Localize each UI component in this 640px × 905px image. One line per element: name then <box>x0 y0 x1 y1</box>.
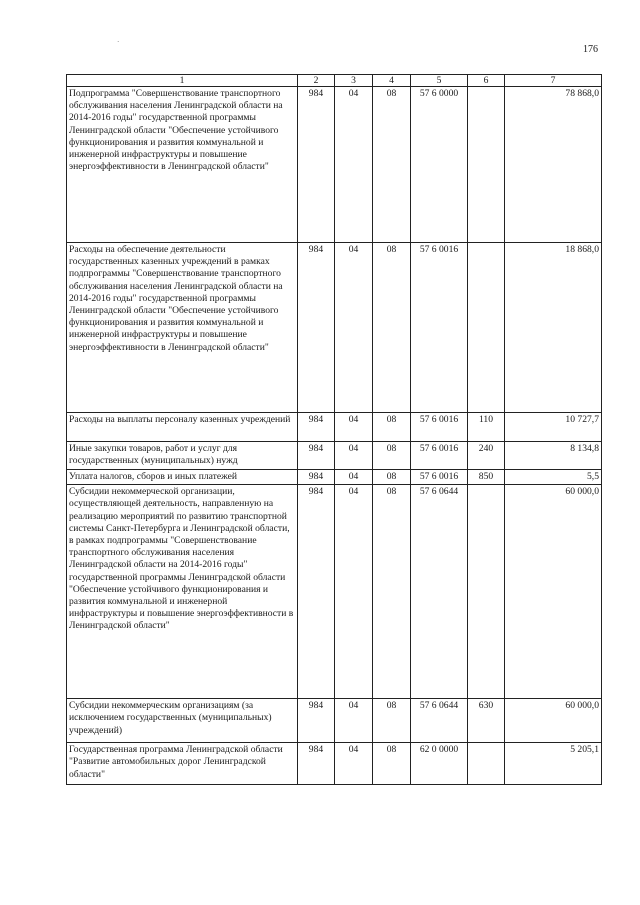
cell-amount: 78 868,0 <box>505 87 602 243</box>
cell-section: 04 <box>335 470 373 485</box>
scan-mark: · <box>117 38 120 46</box>
cell-section: 04 <box>335 485 373 699</box>
col-header: 5 <box>411 75 468 87</box>
cell-type <box>468 485 505 699</box>
cell-subsection: 08 <box>373 243 411 413</box>
cell-code: 984 <box>298 485 335 699</box>
cell-subsection: 08 <box>373 485 411 699</box>
table-row <box>67 699 602 743</box>
cell-section: 04 <box>335 413 373 442</box>
cell-type <box>468 243 505 413</box>
cell-code: 984 <box>298 413 335 442</box>
cell-section: 04 <box>335 442 373 470</box>
cell-code: 984 <box>298 243 335 413</box>
table-row <box>67 243 602 413</box>
cell-code: 984 <box>298 442 335 470</box>
page-number: 176 <box>583 44 598 55</box>
cell-amount: 60 000,0 <box>505 699 602 743</box>
cell-amount: 18 868,0 <box>505 243 602 413</box>
cell-target: 57 6 0644 <box>411 485 468 699</box>
cell-subsection: 08 <box>373 699 411 743</box>
cell-code: 984 <box>298 87 335 243</box>
header-row <box>67 75 602 87</box>
cell-code: 984 <box>298 699 335 743</box>
cell-amount: 60 000,0 <box>505 485 602 699</box>
cell-subsection: 08 <box>373 470 411 485</box>
cell-section: 04 <box>335 87 373 243</box>
table-row <box>67 485 602 699</box>
row-name: Субсидии некоммерческим организациям (за исключением государственных (муниципальных) учреждений) <box>67 699 298 743</box>
cell-section: 04 <box>335 243 373 413</box>
cell-target: 57 6 0016 <box>411 470 468 485</box>
cell-target: 57 6 0000 <box>411 87 468 243</box>
budget-table <box>66 74 602 785</box>
row-name: Подпрограмма "Совершенствование транспортного обслуживания населения Ленинградской области на 2014-2016 годы" государственной программы Ленинградской области "Обеспечение устойчивого функционирования и развития коммунальной и инженерной инфраструктуры и повышение энергоэффективности в Ленинградской области" <box>67 87 298 243</box>
table-row <box>67 470 602 485</box>
cell-type <box>468 87 505 243</box>
cell-subsection: 08 <box>373 87 411 243</box>
cell-type: 240 <box>468 442 505 470</box>
cell-code: 984 <box>298 743 335 785</box>
cell-target: 57 6 0016 <box>411 442 468 470</box>
col-header: 3 <box>335 75 373 87</box>
row-name: Уплата налогов, сборов и иных платежей <box>67 470 298 485</box>
cell-code: 984 <box>298 470 335 485</box>
table-row <box>67 413 602 442</box>
col-header: 1 <box>67 75 298 87</box>
col-header: 6 <box>468 75 505 87</box>
col-header: 2 <box>298 75 335 87</box>
cell-amount: 5 205,1 <box>505 743 602 785</box>
cell-type <box>468 743 505 785</box>
row-name: Государственная программа Ленинградской области "Развитие автомобильных дорог Ленинградской области" <box>67 743 298 785</box>
table-row <box>67 743 602 785</box>
cell-target: 57 6 0644 <box>411 699 468 743</box>
col-header: 7 <box>505 75 602 87</box>
row-name: Расходы на обеспечение деятельности государственных казенных учреждений в рамках подпрограммы "Совершенствование транспортного обслуживания населения Ленинградской области на 2014-2016 годы" государственной программы Ленинградской области "Обеспечение устойчивого функционирования и развития коммунальной и инженерной инфраструктуры и повышение энергоэффективности в Ленинградской области" <box>67 243 298 413</box>
cell-target: 57 6 0016 <box>411 243 468 413</box>
cell-subsection: 08 <box>373 743 411 785</box>
cell-type: 850 <box>468 470 505 485</box>
cell-target: 62 0 0000 <box>411 743 468 785</box>
cell-subsection: 08 <box>373 413 411 442</box>
cell-amount: 10 727,7 <box>505 413 602 442</box>
table-row <box>67 442 602 470</box>
cell-section: 04 <box>335 743 373 785</box>
cell-amount: 5,5 <box>505 470 602 485</box>
cell-subsection: 08 <box>373 442 411 470</box>
col-header: 4 <box>373 75 411 87</box>
row-name: Расходы на выплаты персоналу казенных учреждений <box>67 413 298 442</box>
cell-type: 110 <box>468 413 505 442</box>
cell-target: 57 6 0016 <box>411 413 468 442</box>
row-name: Субсидии некоммерческой организации, осуществляющей деятельность, направленную на реализацию мероприятий по развитию транспортной системы Санкт-Петербурга и Ленинградской области, в рамках подпрограммы "Совершенствование транспортного обслуживания населения Ленинградской области на 2014-2016 годы" государственной программы Ленинградской области "Обеспечение устойчивого функционирования и развития коммунальной и инженерной инфраструктуры и повышение энергоэффективности в Ленинградской области" <box>67 485 298 699</box>
cell-type: 630 <box>468 699 505 743</box>
cell-amount: 8 134,8 <box>505 442 602 470</box>
cell-section: 04 <box>335 699 373 743</box>
table-row <box>67 87 602 243</box>
row-name: Иные закупки товаров, работ и услуг для государственных (муниципальных) нужд <box>67 442 298 470</box>
